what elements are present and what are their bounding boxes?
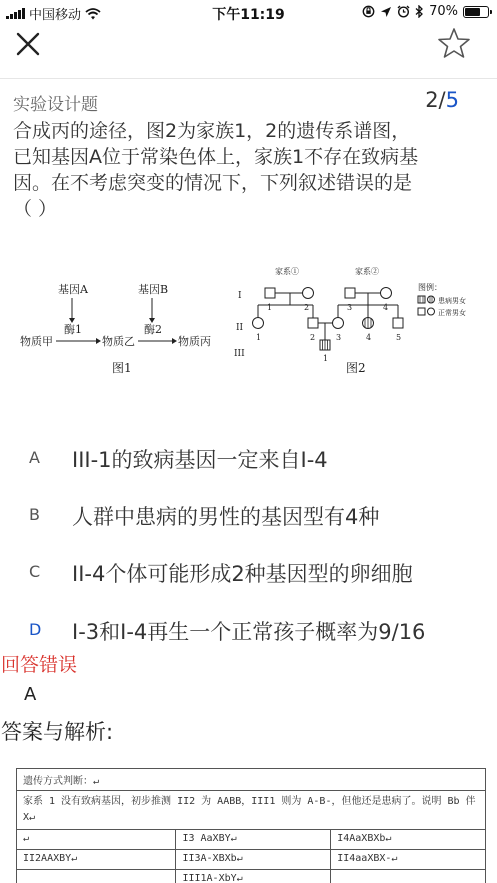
figure2-pedigree xyxy=(234,266,466,375)
question-type: 实验设计题 xyxy=(13,95,98,115)
table-cell: I3 AaXBY↵ xyxy=(176,830,331,850)
table-cell: I4AaXBXb↵ xyxy=(331,830,486,850)
star-icon[interactable] xyxy=(437,26,471,60)
table-cell xyxy=(331,870,486,883)
option-letter: A xyxy=(29,448,40,467)
carrier-label: 中国移动 xyxy=(29,8,82,23)
figure2-caption: 图2 xyxy=(346,361,366,375)
family2-label: 家系② xyxy=(355,267,379,276)
pedigree-number: 2 xyxy=(310,333,316,342)
status-right xyxy=(362,4,489,19)
table-row xyxy=(17,791,486,830)
figure1-pathway xyxy=(20,282,211,375)
battery-percent: 70% xyxy=(429,4,458,19)
legend-affected: 患病男女 xyxy=(438,297,466,305)
status-time: 下午11:19 xyxy=(212,7,285,23)
generation-2-label: II xyxy=(236,323,244,333)
legend-normal: 正常男女 xyxy=(438,309,466,317)
option-text: II-4个体可能形成2种基因型的卵细胞 xyxy=(72,562,413,586)
table-row xyxy=(17,870,486,883)
table-cell: 遗传方式判断：↵ xyxy=(17,769,486,791)
battery-icon xyxy=(463,6,489,18)
question-line: （ ） xyxy=(13,198,58,220)
table-cell: 家系 1 没有致病基因，初步推测 II2 为 AABB，III1 则为 A-B-，但他还是患病了。说明 Bb 伴 X↵ xyxy=(17,791,486,830)
close-icon[interactable] xyxy=(14,30,42,58)
question-line: 已知基因A位于常染色体上，家族1不存在致病基 xyxy=(13,146,419,168)
nav-bar xyxy=(0,26,497,76)
substance-bing-label: 物质丙 xyxy=(178,335,211,348)
pedigree-number: 5 xyxy=(396,333,402,342)
analysis-title: 答案与解析: xyxy=(1,720,114,744)
question-figure xyxy=(20,260,490,380)
table-row xyxy=(17,769,486,791)
table-row xyxy=(17,850,486,870)
header-divider xyxy=(0,78,497,79)
status-bar xyxy=(0,0,497,26)
gene-b-label: 基因B xyxy=(138,283,169,296)
pedigree-number: 3 xyxy=(336,333,342,342)
pedigree-number: 1 xyxy=(256,333,262,342)
option-text: I-3和I-4再生一个正常孩子概率为9/16 xyxy=(72,620,426,644)
page-indicator xyxy=(425,88,459,112)
wrong-answer-label: 回答错误 xyxy=(1,654,78,676)
option-a[interactable] xyxy=(0,436,497,476)
current-page: 2/ xyxy=(425,88,446,112)
pedigree-number: 4 xyxy=(383,303,389,312)
pedigree-number: 3 xyxy=(347,303,353,312)
generation-3-label: III xyxy=(234,349,245,359)
question-text xyxy=(13,118,483,222)
option-letter: B xyxy=(29,505,40,524)
bluetooth-icon xyxy=(415,5,424,18)
question-line: 合成丙的途径，图2为家族1，2的遗传系谱图， xyxy=(13,120,411,142)
table-cell: II3A-XBXb↵ xyxy=(176,850,331,870)
gene-a-label: 基因A xyxy=(58,283,88,296)
legend-title: 图例： xyxy=(418,283,442,292)
enzyme2-label: 酶2 xyxy=(144,323,162,336)
option-d[interactable] xyxy=(0,608,497,648)
substance-yi-label: 物质乙 xyxy=(102,335,135,348)
pedigree-number: 1 xyxy=(323,354,329,363)
enzyme1-label: 酶1 xyxy=(64,323,82,336)
option-text: III-1的致病基因一定来自I-4 xyxy=(72,448,328,472)
figure1-caption: 图1 xyxy=(112,361,132,375)
table-cell: II2AAXBY↵ xyxy=(17,850,176,870)
generation-1-label: I xyxy=(238,291,242,301)
substance-jia-label: 物质甲 xyxy=(20,335,53,348)
table-cell: III1A-XbY↵ xyxy=(176,870,331,883)
location-icon xyxy=(380,6,392,18)
total-pages: 5 xyxy=(445,88,459,112)
option-c[interactable] xyxy=(0,550,497,590)
option-letter: C xyxy=(29,562,41,581)
rotation-lock-icon xyxy=(362,5,375,18)
option-text: 人群中患病的男性的基因型有4种 xyxy=(72,505,380,529)
correct-answer: A xyxy=(24,684,37,705)
table-cell: II4aaXBX-↵ xyxy=(331,850,486,870)
option-b[interactable] xyxy=(0,493,497,533)
pedigree-number: 1 xyxy=(267,303,273,312)
option-letter-selected: D xyxy=(29,620,42,639)
family1-label: 家系① xyxy=(275,267,299,276)
pedigree-number: 4 xyxy=(366,333,372,342)
analysis-table xyxy=(16,768,486,883)
question-line: 因。在不考虑突变的情况下，下列叙述错误的是 xyxy=(13,172,413,194)
pedigree-number: 2 xyxy=(304,303,310,312)
table-cell: ↵ xyxy=(17,830,176,850)
table-cell xyxy=(17,870,176,883)
table-row xyxy=(17,830,486,850)
alarm-icon xyxy=(397,5,410,18)
